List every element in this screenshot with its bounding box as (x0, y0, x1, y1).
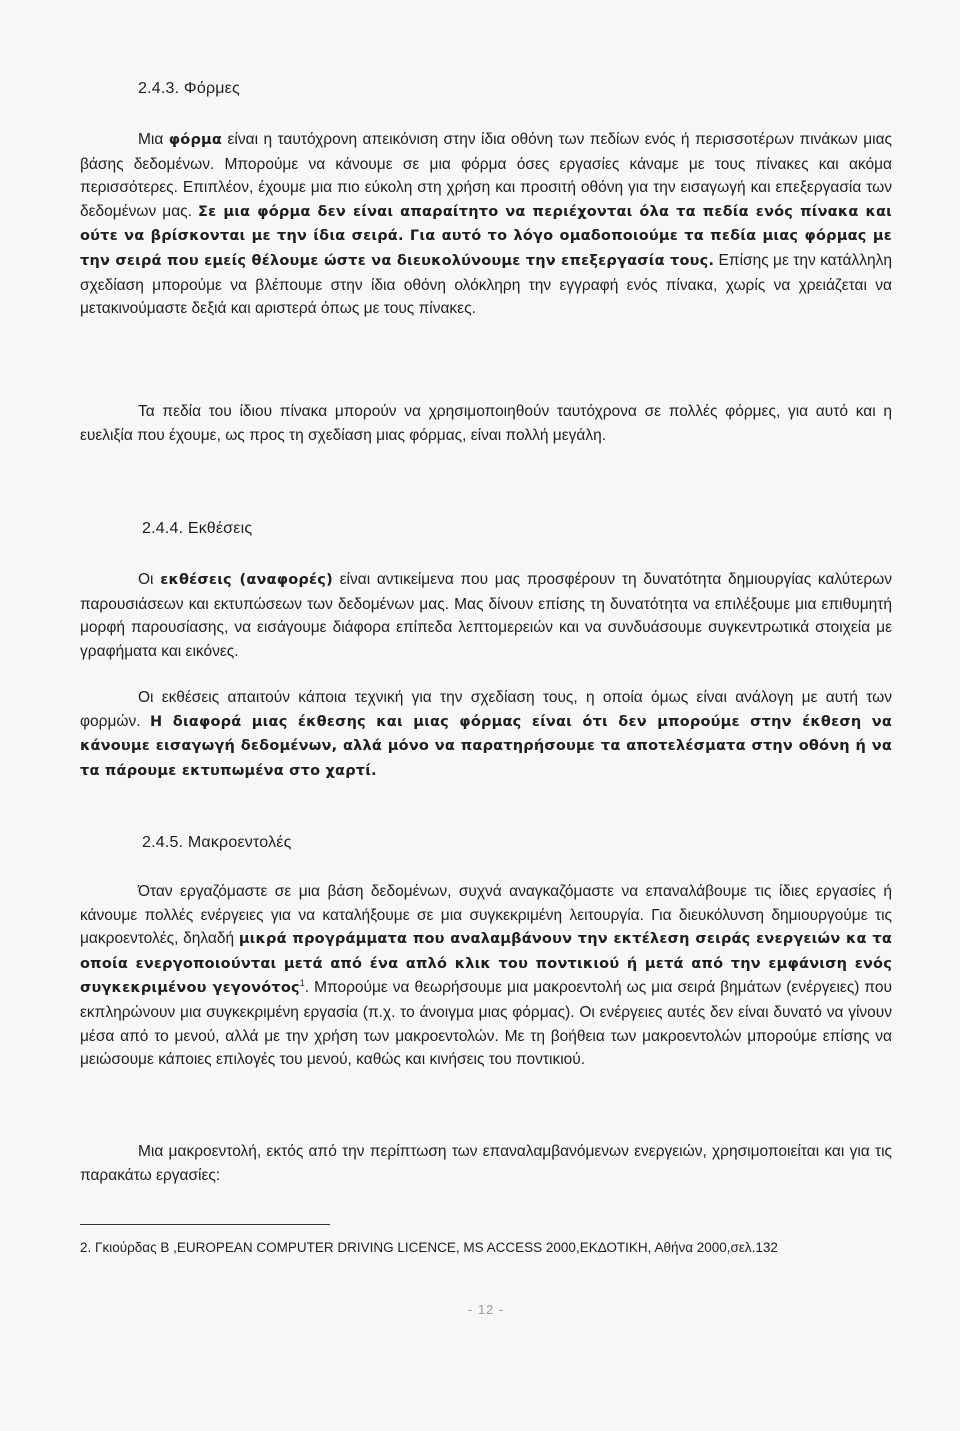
paragraph (80, 880, 892, 1072)
bold-text: Η διαφορά μιας έκθεσης και μιας φόρμας είναι ότι δεν μπορούμε στην έκθεση να κάνουμε εισαγωγή δεδομένων, αλλά μόνο να παρατηρήσουμε τα αποτελέσματα στην οθόνη ή να τα πάρουμε εκτυπωμένα στο χαρτί. (80, 713, 892, 779)
text-run: . Μπορούμε να θεωρήσουμε μια μακροεντολή ως μια σειρά βημάτων (ενέργειες) που εκπληρώνουν μια συγκεκριμένη εργασία (π.χ. το άνοιγμα μιας φόρμας). Οι ενέργειες αυτές δεν είναι δυνατό να γίνουν μέσα από το μενού, αλλά με την χρήση των μακροεντολών. Με τη βοήθεια των μακροεντολών μπορούμε επίσης να μειώσουμε κάποιες επιλογές του μενού, καθώς και κινήσεις του ποντικιού. (80, 979, 892, 1069)
paragraph (80, 400, 892, 447)
text-run: Μια μακροεντολή, εκτός από την περίπτωση των επαναλαμβανόμενων ενεργειών, χρησιμοποιείται και για τις παρακάτω εργασίες: (80, 1143, 892, 1184)
paragraph (80, 1140, 892, 1187)
text-run: Τα πεδία του ίδιου πίνακα μπορούν να χρησιμοποιηθούν ταυτόχρονα σε πολλές φόρμες, για αυτό και η ευελιξία που έχουμε, ως προς τη σχεδίαση μιας φόρμας, είναι πολλή μεγάλη. (80, 403, 892, 444)
text-run: είναι η ταυτόχρονη απεικόνιση στην ίδια οθόνη των πεδίων ενός ή περισσοτέρων πινάκων μιας βάσης δεδομένων. Μπορούμε να κάνουμε σε μια φόρμα όσες εργασίες κάναμε με τους πίνακες και ακόμα περισσότερες. Επιπλέον, έχουμε μια πιο εύκολη στη χρήση και προσιτή οθόνη για την εισαγωγή και επεξεργασία των δεδομένων μας. (80, 131, 892, 220)
footnote-divider (80, 1224, 330, 1225)
section-heading-forms: 2.4.3. Φόρμες (138, 80, 240, 97)
paragraph (80, 128, 892, 321)
paragraph (80, 686, 892, 783)
footnote: 2. Γκιούρδας Β ,EUROPEAN COMPUTER DRIVING LICENCE, MS ACCESS 2000,ΕΚΔΟΤΙΚΗ, Αθήνα 2000,σελ.132 (80, 1240, 778, 1255)
text-run: είναι αντικείμενα που μας προσφέρουν τη δυνατότητα δημιουργίας καλύτερων παρουσιάσεων και εκτυπώσεων των δεδομένων μας. Μας δίνουν επίσης τη δυνατότητα να επιλέξουμε μια επιθυμητή μορφή παρουσίασης, να εισάγουμε διάφορα επίπεδα λεπτομερειών και να συνδυάσουμε συγκεντρωτικά στοιχεία με γραφήματα και εικόνες. (80, 571, 892, 660)
page-number: - 12 - (468, 1302, 505, 1317)
section-heading-macros: 2.4.5. Μακροεντολές (142, 834, 292, 851)
text-run: Μια (138, 131, 169, 148)
text-run: Όταν εργαζόμαστε σε μια βάση δεδομένων, συχνά αναγκαζόμαστε να επαναλάβουμε τις ίδιες εργασίες ή κάνουμε πολλές ενέργειες για να καταλήξουμε σε μια συγκεκριμένη λειτουργία. Για διευκόλυνση δημιουργούμε τις μακροεντολές, δηλαδή (80, 883, 892, 948)
section-heading-reports: 2.4.4. Εκθέσεις (142, 520, 253, 537)
bold-text: φόρμα (168, 132, 223, 148)
bold-text: μικρά προγράμματα που αναλαμβάνουν την εκτέλεση σειράς ενεργειών κα τα οποία ενεργοποιούνται μετά από ένα απλό κλικ του ποντικιού ή μετά από την εμφάνιση ενός συγκεκριμένου γεγονότος (80, 931, 892, 997)
bold-text: εκθέσεις (αναφορές) (160, 572, 333, 588)
footnote-ref: 1 (299, 978, 305, 989)
paragraph (80, 568, 892, 663)
bold-text: Σε μια φόρμα δεν είναι απαραίτητο να περιέχονται όλα τα πεδία ενός πίνακα και ούτε να βρίσκονται με την ίδια σειρά. Για αυτό το λόγο ομαδοποιούμε τα πεδία μιας φόρμας με την σειρά που εμείς θέλουμε ώστε να διευκολύνουμε την επεξεργασία τους. (80, 203, 893, 269)
text-run: Επίσης με την κατάλληλη σχεδίαση μπορούμε να βλέπουμε στην ίδια οθόνη ολόκληρη την εγγραφή ενός πίνακα, χωρίς να χρειάζεται να μετακινούμαστε δεξιά και αριστερά όπως με τους πίνακες. (80, 251, 892, 318)
text-run: Οι εκθέσεις απαιτούν κάποια τεχνική για την σχεδίαση τους, η οποία όμως είναι ανάλογη με αυτή των φορμών. (80, 689, 892, 730)
text-run: Οι (138, 571, 161, 588)
